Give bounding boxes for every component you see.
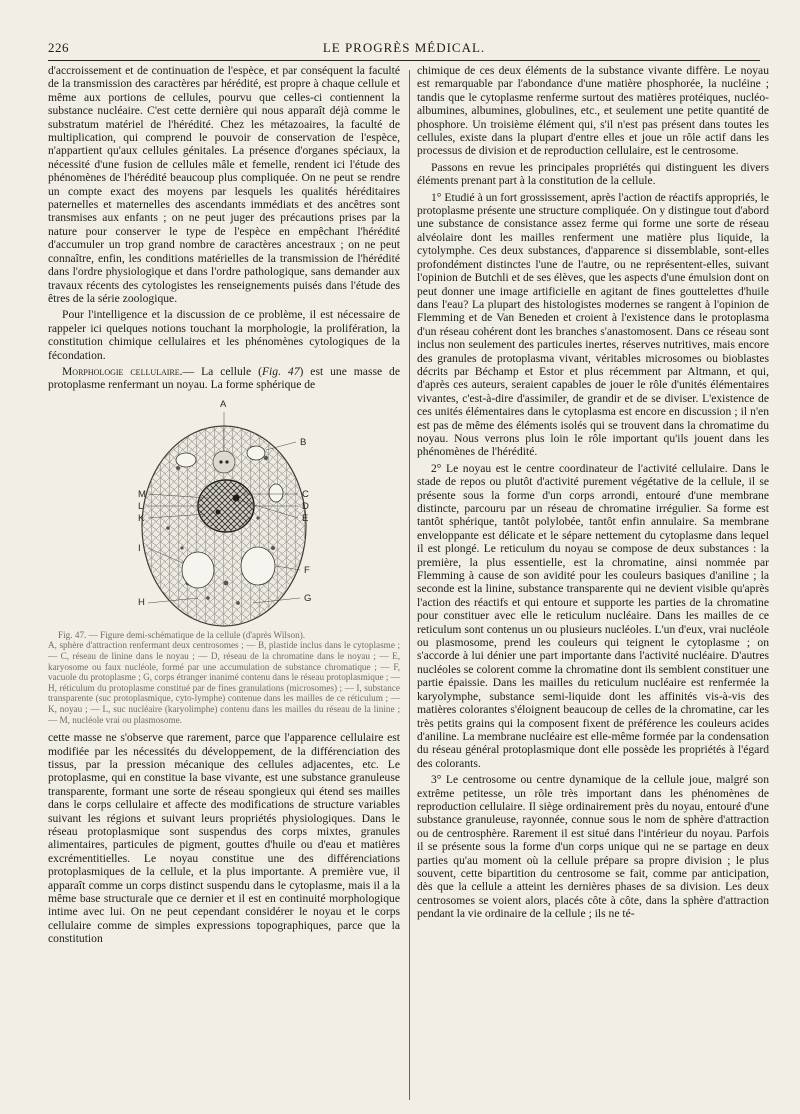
paragraph: Passons en revue les principales propriétés qui distinguent les divers éléments prenant part à la constitution de la cellule.: [417, 160, 769, 188]
figure-label-b: B: [300, 436, 307, 448]
cell-figure: [48, 398, 400, 628]
page-number: 226: [48, 40, 69, 55]
figure-reference: Fig. 47: [261, 364, 300, 378]
cell-diagram: [48, 398, 400, 628]
paragraph: cette masse ne s'observe que rarement, parce que l'apparence cellulaire est modifiée par les nécessités du développement, de la différenciation des tissus, par la pression mécanique des cellules adjacentes, etc. Le protoplasme, qui en constitue la base vivante, est une substance granuleuse transparente, formant une sorte de réseau spongieux qui étend ses mailles dans le corps cellulaire et affecte des modifications de structure variables suivant les régions et suivant leurs propriétés physiologiques. Dans le réseau protoplasmique sont suspendus des corps mixtes, granules alimentaires, particules de pigment, gouttes d'huile ou d'eau et matières excrémentitielles. Le noyau constitue une des différenciations protoplasmiques de la cellule, et la plus importante. A première vue, il apparaît comme un corps distinct suspendu dans le cytoplasme, mais il a la même base structurale que ce dernier et il est en continuité morphologique intime avec lui. On ne peut cependant considérer le noyau et le corps cellulaire comme de simples expressions topographiques, parce que la constitution: [48, 731, 400, 946]
text-run: — La cellule (: [182, 364, 262, 378]
text-run: ) est une masse de protoplasme renfermant un noyau. La forme sphérique de: [48, 364, 400, 392]
figure-label-m: M: [138, 488, 146, 500]
caption-body: A, sphère d'attraction renfermant deux centrosomes ; — B, plastide inclus dans le cytoplasme ; — C, réseau de linine dans le noyau ; — D, réseau de la chromatine dans le noyau ; — E, karyosome ou faux nucléole, formé par une accumulation de substance chromatique ; — F, vacuole du protoplasme ; G, corps étranger inanimé contenu dans le réseau protoplasmique ; — H, réticulum du protoplasme constitué par de fines granulations (microsomes) ; — I, substance transparente (suc protoplasmique, cyto-lymphe) contenue dans les mailles de ce réticulum ; — K, noyau ; — L, suc nucléaire (karyolimphe) contenu dans les mailles du réseau de la linine ; — M, nucléole vrai ou plasmosome.: [48, 640, 400, 725]
paragraph: [48, 365, 400, 392]
attraction-sphere: [213, 451, 235, 473]
paragraph: d'accroissement et de continuation de l'espèce, et par conséquent la faculté de la transmission des caractères par hérédité, est propre à chaque cellule et même aux portions de cellules, pourvu que celles-ci contiennent la substance nucléaire. C'est cette dernière qui nous apparaît déjà comme le substratum matériel de l'hérédité. Chez les métazoaires, la faculté de multiplication, qui comprend le pouvoir de conservation de l'espèce, n'appartient qu'aux cellules génitales. La présence d'organes spéciaux, la nécessité d'une fusion de cellules mâle et femelle, rendent ici l'étude des phénomènes de l'hérédité beaucoup plus compliquée. On ne peut se rendre un compte exact des moyens par lesquels les qualités héréditaires paternelles et maternelles des ascendants immédiats et des ancêtres sont transmises aux enfants ; on ne peut juger des précautions prises par la nature pour conserver le type de l'espèce en empêchant l'hérédité d'accumuler un trop grand nombre de caractères ancestraux ; on ne peut connaître, enfin, les conditions matérielles de la transmission de l'hérédité dans l'ordre physiologique et dans l'ordre pathologique, sans demander aux travaux récents des cytologistes les renseignements puisés dans l'étude des êtres de la série zoologique.: [48, 64, 400, 305]
figure-label-i: I: [138, 542, 141, 554]
figure-label-e: E: [302, 512, 309, 524]
section-heading: Morphologie cellulaire.: [62, 364, 183, 378]
header-rule: [48, 60, 760, 61]
paragraph: 1° Etudié à un fort grossissement, après l'action de réactifs appropriés, le protoplasme présente une structure compliquée. On y distingue tout d'abord une substance de consistance assez ferme qui forme une sorte de réseau alvéolaire dont les mailles renferment une matière plus liquide, la cytolymphe. Ces deux substances, d'apparence si dissemblable, sont-elles profondément distinctes l'une de l'autre, ou ne représentent-elles, suivant l'opinion de Butchli et de ses élèves, que les aspects d'une émulsion dont on peut donner une image artificielle en agitant de fines gouttelettes d'huile dans l'eau? La plupart des histologistes modernes se rangent à l'opinion de Flemming et de Van Beneden et croient à l'existence dans le protoplasma d'un réseau cohérent dont les branches s'anastomosent. Dans ce réseau sont inclus non seulement des particules inertes, réserves nutritives, mais encore des granules de protoplasma vivant, véritables microsomes ou bioblastes décrits par Béchamp et Estor et plus récemment par Altmann, et qui, d'après ces auteurs, seraient capables de jouer le rôle d'unités élémentaires vivantes, c'est-à-dire d'assimiler, de grandir et de se diviser. L'existence de ces unités élémentaires dans le cytoplasma est encore en discussion ; il n'en est pas de même des éléments isolés qui se trouvent dans la chromatime du noyau. Nous verrons plus loin le rôle important qu'ils jouent dans les phénomènes de l'hérédité.: [417, 190, 769, 459]
paragraph: 3° Le centrosome ou centre dynamique de la cellule joue, malgré son extrême petitesse, un rôle très important dans les phénomènes de reproduction cellulaire. Il siège ordinairement près du noyau, entouré d'une substance granuleuse, rayonnée, connue sous le nom de sphère d'attraction ou de centrosphère. Rarement il est situé dans l'intérieur du noyau. Parfois il se présente sous la forme d'un corps unique qui ne se partage en deux parties qu'au moment où la cellule prépare sa propre division ; le plus souvent, cette bipartition du centrosome se fait, comme par anticipation, dès que la cellule a atteint les dernières phases de sa division. Les deux centrosomes se voient alors, placés côte à côte, dans la sphère d'attraction pendant la vie ordinaire de la cellule ; ils ne té-: [417, 773, 769, 921]
paragraph: 2° Le noyau est le centre coordinateur de l'activité cellulaire. Dans le stade de repos ou plutôt d'activité purement végétative de la cellule, il se présente sous la forme d'un corps arrondi, entouré d'une membrane distincte, parcouru par un réseau de chromatine irrégulier. Sa forme est tantôt sphérique, tantôt polylobée, tantôt enfin annulaire. Sa membrane enveloppante est délicate et le sépare nettement du cytoplasme dans lequel il est plongé. Le reticulum du noyau se compose de deux substances : la première, la plus essentielle, est la chromatine, ainsi nommée par Flemming à cause de son avidité pour les couleurs basiques d'aniline ; la seconde est la linine, substance transparente qui ne devient visible qu'après l'action des réactifs et qui entoure et supporte les parties de la chromatine pour constituer avec elle le reticulum nucléaire. Dans les mailles de ce reticulum sont contenus un ou plusieurs nucléoles. L'un d'eux, vrai nucléole ou plasmosome, prend les couleurs qui teignent le cytoplasme ; on s'accorde à lui dénier une part importante dans l'activité nucléaire. D'autres nucléoles se colorent comme la chromatine dont ils semblent constituer une partie épaissie. Dans les mailles du reticulum nucléaire est renfermée la karyolymphe, substance semi-liquide dont les affinités vis-à-vis des matières colorantes s'éloignent beaucoup de celles de la chromatine, car les très petits grains qui la composent fixent de préférence les couleurs acides d'aniline. La membrane nucléaire est elle-même formée par la condensation du réseau général protoplasmique dont elle possède les propriétés à l'égard des colorants.: [417, 461, 769, 770]
journal-title: LE PROGRÈS MÉDICAL.: [322, 40, 486, 55]
paragraph: Pour l'intelligence et la discussion de ce problème, il est nécessaire de rappeler ici quelques notions touchant la morphologie, la prolifération, la constitution chimique cellulaires et les phénomènes cytologiques de la fécondation.: [48, 308, 400, 362]
nucleus: [198, 480, 254, 532]
figure-label-a: A: [220, 398, 227, 410]
figure-label-k: K: [138, 512, 145, 524]
figure-label-d: D: [302, 500, 309, 512]
figure-label-g: G: [304, 592, 312, 604]
left-column: [48, 64, 400, 1104]
column-divider: [409, 70, 410, 1100]
paragraph: chimique de ces deux éléments de la substance vivante diffère. Le noyau est remarquable par l'abondance d'une matière phosphorée, la nucléine ; tandis que le cytoplasme renferme surtout des matières protéiques, nucléo-albumines, albumines, globulines, etc., et seulement une petite quantité de phosphore. Un troisième élément qui, s'il n'est pas présent dans toutes les cellules, existe dans la plupart d'entre elles et joue un rôle actif dans les processus de division et de reproduction cellulaire, est le centrosome.: [417, 64, 769, 158]
figure-label-c: C: [302, 488, 309, 500]
figure-label-h: H: [138, 596, 145, 608]
right-column: [417, 64, 769, 1104]
figure-label-l: L: [138, 500, 144, 512]
figure-caption: [48, 630, 400, 725]
page-header: [48, 40, 760, 58]
caption-title: Fig. 47. — Figure demi-schématique de la cellule (d'après Wilson).: [58, 629, 306, 640]
figure-label-f: F: [304, 564, 310, 576]
